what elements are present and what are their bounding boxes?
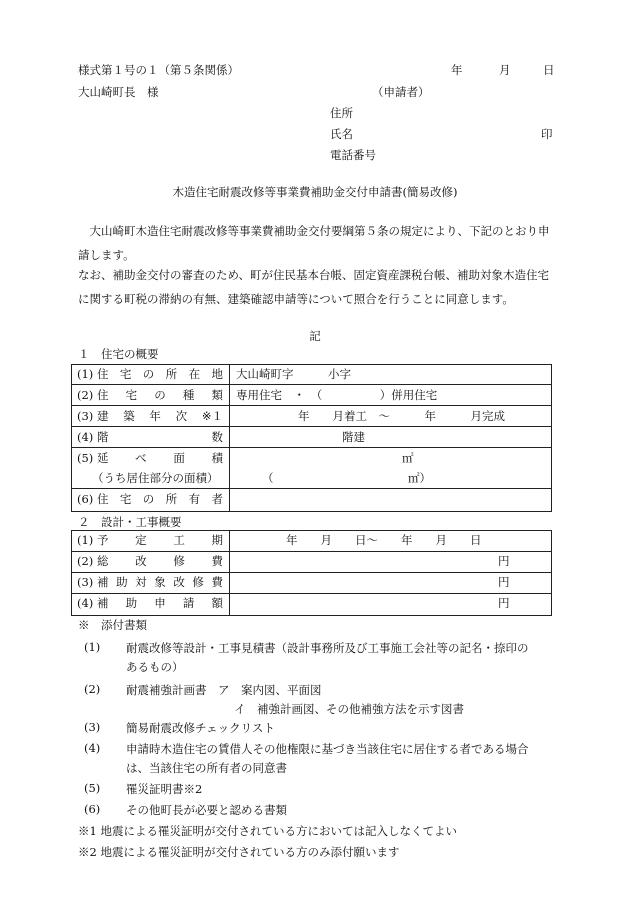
s1-row1-value[interactable]: 大山崎町字 小字 bbox=[236, 367, 351, 381]
attach-1-text-cont: あるもの） bbox=[126, 660, 184, 674]
document-title: 木造住宅耐震改修等事業費補助金交付申請書(簡易改修) bbox=[172, 185, 458, 199]
s2-row1-label: 予 定 工 期 bbox=[97, 533, 223, 547]
s2-row4-num: (4) bbox=[77, 596, 94, 610]
s1-row4-num: (4) bbox=[77, 430, 94, 444]
attach-2-text: 耐震補強計画書 ア 案内図、平面図 bbox=[126, 683, 322, 697]
s1-row2-label: 住 宅 の 種 類 bbox=[97, 388, 223, 402]
attach-1-num: (1) bbox=[84, 640, 101, 654]
attach-1-text: 耐震改修等設計・工事見積書（設計事務所及び工事施工会社等の記名・捺印の bbox=[126, 641, 529, 655]
s1-row5-sub-value[interactable]: ㎡） bbox=[408, 471, 431, 485]
ki-heading: 記 bbox=[309, 329, 321, 343]
attach-2-num: (2) bbox=[84, 682, 101, 696]
attach-5-num: (5) bbox=[84, 781, 101, 795]
attach-4-text-cont: は、当該住宅の所有者の同意書 bbox=[126, 761, 287, 775]
s1-row5-label: 延 べ 面 積 bbox=[97, 451, 223, 465]
attach-4-text: 申請時木造住宅の賃借人その他権限に基づき当該住宅に居住する者である場合 bbox=[126, 742, 529, 756]
section2-heading: ２ 設計・工事概要 bbox=[78, 515, 182, 529]
s1-row3-label: 建 築 年 次 ※１ bbox=[97, 409, 223, 423]
s2-row3-num: (3) bbox=[77, 575, 94, 589]
s1-row1-label: 住 宅 の 所 在 地 bbox=[97, 367, 223, 381]
name-label: 氏名 bbox=[330, 127, 353, 141]
date-year: 年 bbox=[451, 63, 463, 77]
note-2: ※2 地震による罹災証明が交付されている方のみ添付願います bbox=[78, 845, 400, 859]
date-month: 月 bbox=[499, 63, 511, 77]
body-paragraph-2: なお、補助金交付の審査のため、町が住民基本台帳、固定資産課税台帳、補助対象木造住宅に関する町税の滞納の有無、建築確認申請等について照合を行うことに同意します。 bbox=[78, 268, 550, 306]
phone-label: 電話番号 bbox=[330, 148, 376, 162]
s2-row1-value[interactable]: 年 月 日～ 年 月 日 bbox=[286, 533, 482, 547]
s1-row3-value[interactable]: 年 月着工 ～ 年 月完成 bbox=[298, 409, 505, 423]
s1-row2-num: (2) bbox=[77, 388, 94, 402]
address-label: 住所 bbox=[330, 106, 353, 120]
s1-row5-sublabel: （うち居住部分の面積） bbox=[92, 471, 219, 485]
attach-2-text-cont: イ 補強計画図、その他補強方法を示す図書 bbox=[234, 702, 464, 716]
s1-row1-num: (1) bbox=[77, 367, 94, 381]
s1-row5-num: (5) bbox=[77, 451, 94, 465]
s2-row4-label: 補 助 申 請 額 bbox=[97, 596, 223, 610]
attach-5-text: 罹災証明書※2 bbox=[126, 782, 203, 796]
s1-row5-value[interactable]: ㎡ bbox=[402, 451, 414, 465]
s2-row2-num: (2) bbox=[77, 554, 94, 568]
form-number: 様式第１号の１（第５条関係） bbox=[78, 63, 239, 77]
s1-row2-value[interactable]: 専用住宅 ・ （ ）併用住宅 bbox=[236, 388, 438, 402]
s2-row3-label: 補 助 対 象 改 修 費 bbox=[97, 575, 223, 589]
seal-mark: 印 bbox=[541, 127, 553, 141]
s1-row6-num: (6) bbox=[77, 492, 94, 506]
s1-row3-num: (3) bbox=[77, 409, 94, 423]
section1-heading: １ 住宅の概要 bbox=[78, 347, 159, 361]
date-day: 日 bbox=[543, 63, 555, 77]
s1-row4-value[interactable]: 階建 bbox=[342, 430, 365, 444]
addressee: 大山崎町長 様 bbox=[78, 85, 159, 99]
s2-row1-num: (1) bbox=[77, 533, 94, 547]
s2-row4-value[interactable]: 円 bbox=[498, 596, 510, 610]
attach-6-num: (6) bbox=[84, 802, 101, 816]
s2-row2-value[interactable]: 円 bbox=[498, 554, 510, 568]
attach-4-num: (4) bbox=[84, 741, 101, 755]
s1-row6-label: 住 宅 の 所 有 者 bbox=[97, 492, 223, 506]
s2-row3-value[interactable]: 円 bbox=[498, 575, 510, 589]
attach-6-text: その他町長が必要と認める書類 bbox=[126, 803, 287, 817]
attach-3-num: (3) bbox=[84, 720, 101, 734]
note-1: ※1 地震による罹災証明が交付されている方においては記入しなくてよい bbox=[78, 824, 457, 838]
body-paragraph-1: 大山崎町木造住宅耐震改修等事業費補助金交付要綱第５条の規定により、下記のとおり申請します。 bbox=[78, 224, 550, 262]
attachments-heading: ※ 添付書類 bbox=[78, 618, 147, 632]
applicant-label: （申請者） bbox=[372, 85, 430, 99]
s1-row4-label: 階 数 bbox=[97, 430, 223, 444]
s1-row5-sub-open: （ bbox=[262, 471, 274, 485]
s2-row2-label: 総 改 修 費 bbox=[97, 554, 223, 568]
attach-3-text: 簡易耐震改修チェックリスト bbox=[126, 721, 275, 735]
